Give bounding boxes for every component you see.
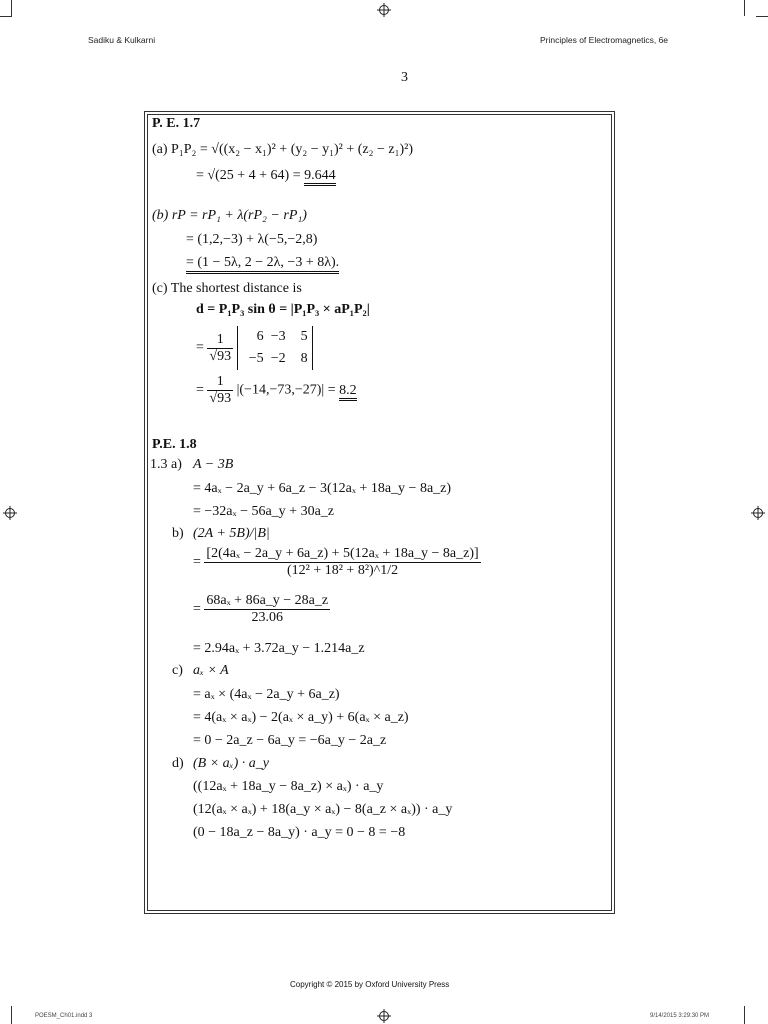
equation-line: ((12aₓ + 18a_y − 8a_z) × aₓ) · a_y (193, 779, 384, 794)
header-book-title: Principles of Electromagnetics, 6e (540, 35, 669, 45)
equation-line: (12(aₓ × aₓ) + 18(a_y × aₓ) − 8(a_z × aₓ)) · a_y (193, 802, 453, 817)
equation-line: = 2.94aₓ + 3.72a_y − 1.214a_z (193, 641, 365, 656)
fraction (204, 593, 330, 626)
fraction-numerator: [2(4aₓ − 2a_y + 6a_z) + 5(12aₓ + 18a_y − 8a_z)] (206, 546, 479, 561)
registration-mark-icon (377, 1009, 391, 1023)
page-number: 3 (401, 70, 408, 85)
part-label: d) (172, 756, 184, 771)
fraction-numerator: 1 (207, 374, 233, 391)
equation-text: = √(25 + 4 + 64) = (196, 168, 301, 183)
equals-sign: = (193, 601, 201, 617)
equation-line: = −32aₓ − 56a_y + 30a_z (193, 504, 334, 519)
equation-line: (0 − 18a_z − 8a_y) · a_y = 0 − 8 = −8 (193, 825, 406, 840)
fraction-numerator: 1 (207, 332, 233, 349)
fraction-denominator: √93 (209, 391, 232, 406)
fraction (204, 546, 480, 579)
registration-mark-icon (377, 3, 391, 17)
fraction (207, 374, 233, 407)
fraction-denominator: √93 (209, 348, 232, 364)
header-author: Sadiku & Kulkarni (88, 35, 156, 45)
problem-title-pe18: P.E. 1.8 (152, 437, 197, 452)
slug-file-name: POESM_Ch01.indd 3 (35, 1013, 93, 1019)
det-cell: −3 (270, 329, 286, 344)
fraction-denominator: (12² + 18² + 8²)^1/2 (286, 563, 399, 578)
equation-line: = (1,2,−3) + λ(−5,−2,8) (186, 232, 318, 247)
registration-mark-icon (751, 506, 765, 520)
determinant-expression (196, 326, 313, 370)
result-value: 8.2 (339, 383, 357, 401)
equation-line: d = P₁P₃ sin θ = |P₁P₃ × aP₁P₂| (196, 302, 370, 317)
text-line: (c) The shortest distance is (152, 281, 302, 296)
equation-line: = aₓ × (4aₓ − 2a_y + 6a_z) (193, 687, 340, 702)
det-cell: −5 (248, 351, 264, 366)
crop-mark (11, 0, 12, 16)
crop-mark (11, 1006, 12, 1024)
problem-title-pe17: P. E. 1.7 (152, 116, 201, 131)
equals-sign: = (196, 340, 204, 356)
equation-line: = 4aₓ − 2a_y + 6a_z − 3(12aₓ + 18a_y − 8a_z) (193, 481, 452, 496)
equation-line (196, 168, 336, 184)
det-cell: 6 (256, 329, 264, 344)
fraction-denominator: 23.06 (251, 610, 284, 625)
registration-mark-icon (3, 506, 17, 520)
part-label: 1.3 a) (150, 457, 182, 472)
equation-line: aₓ × A (193, 663, 229, 678)
equation-line: (b) rP = rP₁ + λ(rP₂ − rP₁) (152, 208, 307, 223)
det-cell: 5 (300, 329, 308, 344)
equation-line (196, 374, 357, 407)
equation-line (193, 546, 481, 579)
equation-line (193, 593, 330, 626)
determinant (237, 326, 313, 370)
copyright-notice: Copyright © 2015 by Oxford University Press (290, 980, 450, 989)
result-value: 9.644 (304, 168, 336, 186)
equation-line: (a) P₁P₂ = √((x₂ − x₁)² + (y₂ − y₁)² + (z₂ − z₁)²) (152, 142, 414, 157)
equation-line: = (1 − 5λ, 2 − 2λ, −3 + 8λ). (186, 255, 339, 274)
det-cell: −2 (270, 351, 286, 366)
equation-line: A − 3B (193, 457, 234, 472)
equation-text: |(−14,−73,−27)| = (236, 382, 336, 398)
equation-line: = 4(aₓ × aₓ) − 2(aₓ × a_y) + 6(aₓ × a_z) (193, 710, 409, 725)
equation-line: (2A + 5B)/|B| (193, 526, 270, 541)
equals-sign: = (193, 554, 201, 570)
crop-mark (756, 16, 768, 17)
slug-timestamp: 9/14/2015 3:29:30 PM (650, 1013, 710, 1019)
crop-mark (0, 16, 12, 17)
fraction-numerator: 68aₓ + 86a_y − 28a_z (206, 593, 329, 608)
part-label: b) (172, 526, 184, 541)
equation-line: (B × aₓ) · a_y (193, 756, 270, 771)
equals-sign: = (196, 382, 204, 398)
fraction (207, 332, 233, 365)
equation-line: = 0 − 2a_z − 6a_y = −6a_y − 2a_z (193, 733, 387, 748)
crop-mark (744, 0, 745, 16)
det-cell: 8 (300, 351, 308, 366)
part-label: c) (172, 663, 183, 678)
crop-mark (744, 1006, 745, 1024)
